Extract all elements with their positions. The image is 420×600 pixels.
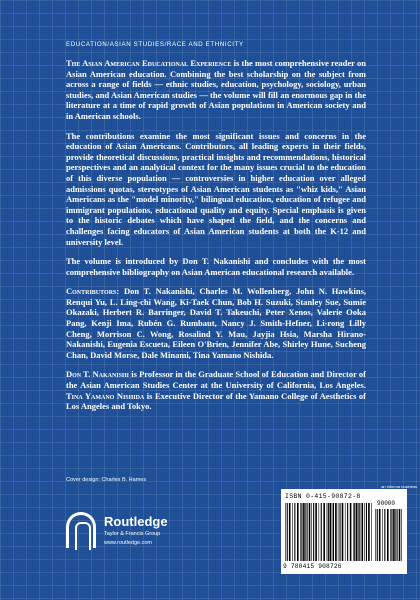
informa-note: an informa business	[381, 484, 417, 489]
blurb-paragraph-intro	[66, 58, 366, 122]
editor-bio-1: is Professor in the Graduate School of Education and Director of the Asian American Studies Center at the University of California, Los Angeles.	[66, 369, 366, 391]
isbn-text: ISBN 0-415-90872-8	[285, 493, 361, 500]
intro-text: is the most comprehensive reader on Asian American education. Combining the best scholarship on the subject from across a range of fields — ethnic studies, education, psychology, sociology, urban studies, and Asian American studies — the volume will fill an enormous gap in the literature at a time of rapid growth of Asian populations in American society and in American schools.	[66, 58, 366, 121]
barcode-addon-bars	[375, 509, 403, 561]
editor-name-2: Tina Yamano Nishida	[66, 390, 145, 401]
contributors-label: Contributors:	[66, 286, 120, 297]
blurb-paragraph-contributions: The contributions examine the most significant issues and concerns in the education of Asian Americans. Contributors, all leading experts in their fields, provide theoretical discussions, practical insights and recommendations, historical perspectives and an analytical context for the many issues crucial to the education of this diverse population — controversies in higher education over alleged admissions quotas, stereotypes of Asian American students as "whiz kids," Asian Americans as the "model minority," bilingual education, education of refugee and immigrant populations, educational quality and equity. Special emphasis is given to the historic debates which have shaped the field, and the concerns and challenges facing educators of Asian American students at both the K-12 and university level.	[66, 130, 366, 247]
publisher-name: Routledge	[104, 514, 168, 529]
cover-design-credit: Cover design: Charles B. Hames	[66, 477, 147, 483]
blurb	[66, 58, 366, 421]
editor-name-1: Don T. Nakanishi	[66, 369, 130, 380]
editors-paragraph	[66, 369, 366, 411]
barcode-bars	[285, 503, 373, 561]
blurb-paragraph-volume: The volume is introduced by Don T. Nakanishi and concludes with the most comprehensive bibliography on Asian American educational research available.	[66, 256, 366, 277]
publisher-url: www.routledge.com	[104, 540, 152, 546]
ean-number: 9 780415 908726	[283, 563, 342, 570]
contributors-list: Don T. Nakanishi, Charles M. Wollenberg, John N. Hawkins, Renqui Yu, L. Ling-chi Wang, Ki-Taek Chun, Bob H. Suzuki, Stanley Sue, Sumie Okazaki, Herbert R. Barringer, David T. Takeuchi, Peter Xenos, Valerie Ooka Pang, Kenji Ima, Rubén G. Rumbaut, Nancy J. Smith-Hefner, Li-rong Lilly Cheng, Morrison C. Wong, Rosalind Y. Mau, Jayjia Hsia, Marsha Hirano-Nakanishi, Eugenia Escueta, Eileen O'Brien, Jennifer Abe, Shirley Hune, Sucheng Chan, David Morse, Dale Minami, Tina Yamano Nishida.	[66, 286, 366, 360]
publisher-group: Taylor & Francis Group	[104, 531, 161, 537]
barcode	[281, 489, 407, 574]
routledge-arch-icon	[66, 512, 96, 548]
publisher-logo	[66, 512, 216, 552]
price-code: 90000	[377, 500, 396, 507]
category-label: EDUCATION/ASIAN STUDIES/RACE AND ETHNICITY	[66, 41, 244, 48]
book-title: The Asian American Educational Experience	[66, 58, 232, 68]
contributors-paragraph	[66, 286, 366, 360]
editor-bio-2: is Executive Director of the Yamano College of Aesthetics of Los Angeles and Tokyo.	[66, 390, 366, 412]
